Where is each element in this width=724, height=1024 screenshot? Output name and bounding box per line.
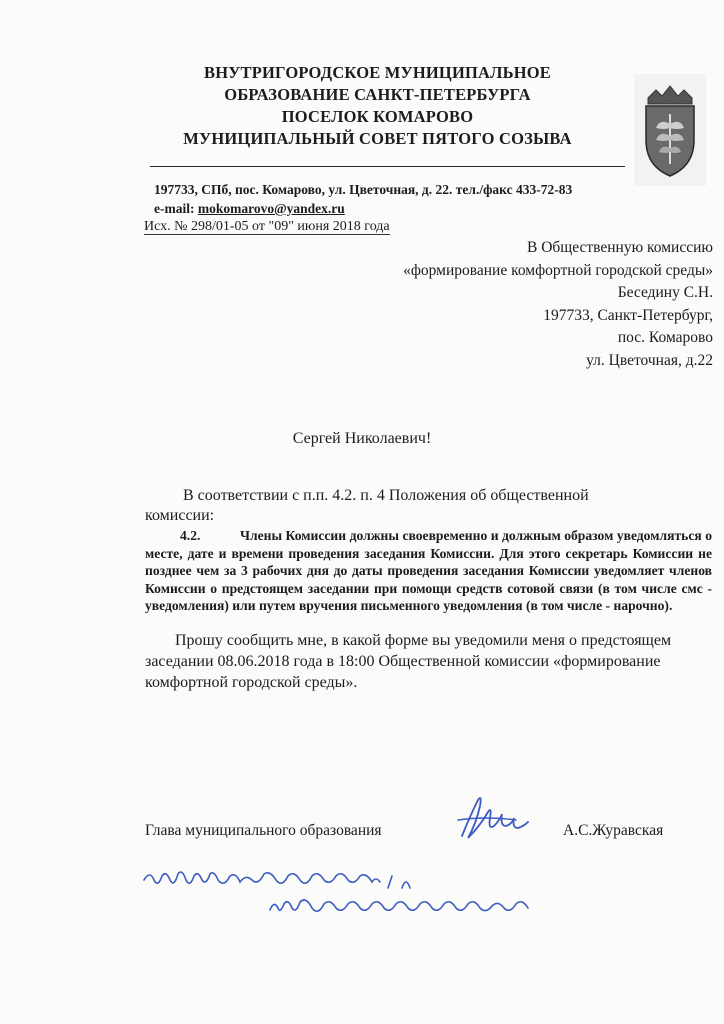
recipient-line-5: пос. Комарово [617, 329, 713, 346]
quoted-clause [145, 527, 712, 615]
signatory-title: Глава муниципального образования [145, 822, 382, 839]
contact-block [154, 180, 572, 218]
clause-text: Члены Комиссии должны своевременно и должным образом уведомляться о месте, дате и времени проведения заседания Комиссии. Для этого секретарь Комиссии не позднее чем за 3 рабочих дня до даты проведения заседания Комиссии уведомляет членов Комиссии о предстоящем заседании при помощи средств сотовой связи (в том числе смс - уведомления) или путем вручения письменного уведомления (в том числе - нарочно). [145, 528, 712, 614]
salutation: Сергей Николаевич! [292, 430, 432, 447]
signatory-name: А.С.Журавская [563, 822, 664, 839]
handwritten-signature [456, 786, 536, 846]
organization-header [150, 62, 605, 150]
outgoing-reference [144, 218, 390, 236]
email-link[interactable]: mokomarovo@yandex.ru [197, 201, 345, 216]
org-line-1: ВНУТРИГОРОДСКОЕ МУНИЦИПАЛЬНОЕ [203, 63, 551, 82]
email-label: e-mail: [154, 201, 198, 216]
recipient-line-4: 197733, Санкт-Петербург, [543, 306, 713, 324]
recipient-line-1: В Общественную комиссию [527, 239, 713, 256]
coat-of-arms-icon [634, 74, 706, 186]
recipient-block [403, 237, 713, 372]
request-line-2: заседании 08.06.2018 года в 18:00 Общественной комиссии «формирование [145, 653, 661, 670]
recipient-line-6: ул. Цветочная, д.22 [586, 351, 713, 369]
clause-number: 4.2. [180, 528, 201, 543]
header-divider [150, 166, 625, 167]
recipient-line-3: Беседину С.Н. [617, 284, 713, 301]
intro-line-2: комиссии: [145, 507, 215, 524]
intro-line-1: В соответствии с п.п. 4.2. п. 4 Положения об общественной [183, 487, 589, 504]
org-line-3: ПОСЕЛОК КОМАРОВО [281, 107, 474, 126]
request-paragraph [145, 630, 720, 693]
org-line-4: МУНИЦИПАЛЬНЫЙ СОВЕТ ПЯТОГО СОЗЫВА [183, 129, 572, 148]
handwritten-receipt-note [140, 862, 560, 922]
contact-email-row [154, 199, 572, 218]
recipient-line-2: «формирование комфортной городской среды» [403, 261, 713, 279]
request-line-3: комфортной городской среды». [145, 674, 358, 691]
outgoing-reference-text: Исх. № 298/01-05 от "09" июня 2018 года [144, 219, 390, 234]
org-line-2: ОБРАЗОВАНИЕ САНКТ-ПЕТЕРБУРГА [224, 85, 531, 104]
intro-paragraph [145, 486, 715, 526]
request-line-1: Прошу сообщить мне, в какой форме вы уведомили меня о предстоящем [175, 632, 672, 649]
contact-address: 197733, СПб, пос. Комарово, ул. Цветочная, д. 22. тел./факс 433-72-83 [154, 182, 573, 197]
